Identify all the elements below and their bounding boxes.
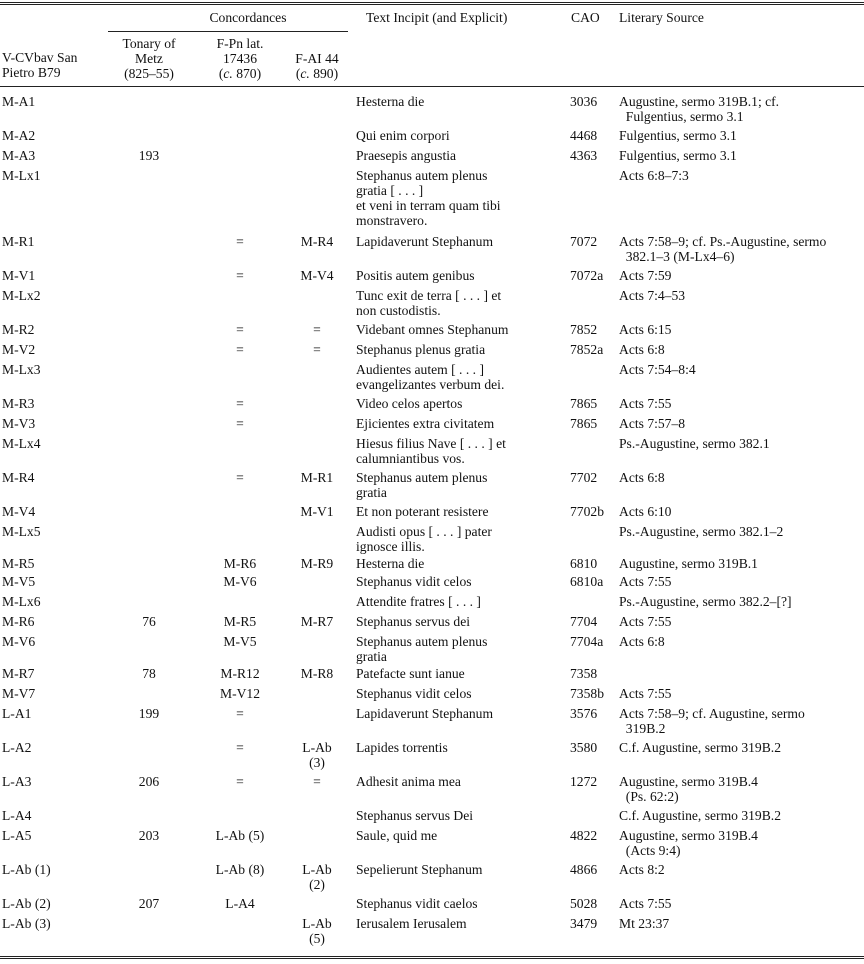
cell-vcv: M-V7 <box>2 686 36 701</box>
cell-text-incipit: Et non poterant resistere <box>356 504 489 519</box>
cell-literary-source: Mt 23:37 <box>619 916 670 931</box>
cell-text-incipit: Attendite fratres [ . . . ] <box>356 594 481 609</box>
cell-literary-source: Acts 7:58–9; cf. Ps.-Augustine, sermo <box>619 234 827 249</box>
cell-literary-source: C.f. Augustine, sermo 319B.2 <box>619 808 781 823</box>
cell-vcv: M-V4 <box>2 504 36 519</box>
cell-literary-source: Acts 6:8 <box>619 634 665 649</box>
cell-literary-source: Acts 7:55 <box>619 686 672 701</box>
header-fai-line1: F-AI 44 <box>295 51 339 66</box>
cell-metz: 76 <box>142 614 156 629</box>
cell-vcv: M-Lx2 <box>2 288 41 303</box>
cell-metz: 203 <box>138 828 160 843</box>
cell-metz: 193 <box>138 148 160 163</box>
cell-vcv: M-A3 <box>2 148 36 163</box>
cell-fpn: = <box>236 234 244 249</box>
cell-fpn: L-Ab (5) <box>215 828 265 843</box>
cell-text-incipit: Lapidaverunt Stephanum <box>356 706 494 721</box>
cell-cao: 7702b <box>570 504 604 519</box>
cell-fpn: M-V5 <box>223 634 257 649</box>
cell-text-incipit: Lapidaverunt Stephanum <box>356 234 494 249</box>
cell-literary-source: Acts 7:54–8:4 <box>619 362 696 377</box>
cell-fai: L-Ab <box>302 916 332 931</box>
cell-fpn: M-R12 <box>220 666 260 681</box>
cell-literary-source: Acts 7:55 <box>619 574 672 589</box>
cell-text-incipit: Sepelierunt Stephanum <box>356 862 483 877</box>
cell-vcv: M-V2 <box>2 342 36 357</box>
cell-vcv: M-V5 <box>2 574 36 589</box>
cell-fpn: M-V12 <box>219 686 261 701</box>
cell-vcv: M-Lx1 <box>2 168 41 183</box>
cell-literary-source: 319B.2 <box>619 721 666 736</box>
cell-text-incipit: Stephanus autem plenus <box>356 470 488 485</box>
cell-text-incipit: Ejicientes extra civitatem <box>356 416 495 431</box>
cell-text-incipit: Saule, quid me <box>356 828 438 843</box>
cell-fpn: M-R6 <box>223 556 257 571</box>
cell-vcv: M-V1 <box>2 268 36 283</box>
cell-cao: 7072 <box>570 234 598 249</box>
cell-fpn: L-Ab (8) <box>215 862 265 877</box>
cell-literary-source: Ps.-Augustine, sermo 382.1–2 <box>619 524 784 539</box>
cell-fpn: = <box>236 740 244 755</box>
cell-fai: M-R7 <box>300 614 334 629</box>
cell-text-incipit: Ierusalem Ierusalem <box>356 916 467 931</box>
cell-text-incipit: Tunc exit de terra [ . . . ] et <box>356 288 502 303</box>
cell-literary-source: Acts 7:4–53 <box>619 288 686 303</box>
cell-literary-source: Acts 6:10 <box>619 504 672 519</box>
cell-metz: 78 <box>142 666 156 681</box>
cell-cao: 3576 <box>570 706 598 721</box>
cell-cao: 7358 <box>570 666 598 681</box>
cell-cao: 7865 <box>570 396 598 411</box>
cell-cao: 3580 <box>570 740 598 755</box>
cell-text-incipit: Stephanus servus dei <box>356 614 471 629</box>
cell-vcv: M-R5 <box>2 556 35 571</box>
cell-cao: 5028 <box>570 896 598 911</box>
cell-text-incipit: Videbant omnes Stephanum <box>356 322 509 337</box>
cell-literary-source: Acts 8:2 <box>619 862 665 877</box>
cell-text-incipit: evangelizantes verbum dei. <box>356 377 505 392</box>
cell-vcv: M-A1 <box>2 94 36 109</box>
cell-vcv: L-A2 <box>2 740 32 755</box>
cell-vcv: M-R1 <box>2 234 35 249</box>
cell-cao: 7358b <box>570 686 604 701</box>
cell-vcv: L-A4 <box>2 808 32 823</box>
cell-fai: = <box>313 342 321 357</box>
cell-fpn: M-V6 <box>223 574 257 589</box>
cell-text-incipit: Video celos apertos <box>356 396 463 411</box>
cell-vcv: M-R4 <box>2 470 35 485</box>
cell-cao: 4822 <box>570 828 598 843</box>
cell-fai: M-V1 <box>300 504 334 519</box>
cell-vcv: M-R2 <box>2 322 35 337</box>
cell-cao: 7704 <box>570 614 598 629</box>
cell-fpn: = <box>236 342 244 357</box>
header-concordances: Concordances <box>209 10 287 25</box>
cell-literary-source: Acts 6:8–7:3 <box>619 168 689 183</box>
cell-fpn: M-R5 <box>223 614 257 629</box>
cell-literary-source: Acts 7:55 <box>619 396 672 411</box>
cell-cao: 3036 <box>570 94 598 109</box>
header-fpn-line3: (c. 870) <box>218 66 262 81</box>
cell-literary-source: Fulgentius, sermo 3.1 <box>619 109 744 124</box>
cell-fai: (2) <box>309 877 325 892</box>
header-cao: CAO <box>571 10 600 25</box>
cell-text-incipit: Positis autem genibus <box>356 268 475 283</box>
header-metz-line1: Tonary of <box>122 36 176 51</box>
cell-literary-source: Acts 7:57–8 <box>619 416 686 431</box>
cell-fai: L-Ab <box>302 862 332 877</box>
cell-text-incipit: Stephanus autem plenus <box>356 168 488 183</box>
cell-text-incipit: monstravero. <box>356 213 428 228</box>
cell-vcv: L-A5 <box>2 828 32 843</box>
cell-text-incipit: Patefacte sunt ianue <box>356 666 465 681</box>
header-fai-line2: (c. 890) <box>295 66 339 81</box>
cell-fpn: = <box>236 774 244 789</box>
cell-vcv: M-Lx6 <box>2 594 41 609</box>
cell-text-incipit: Hesterna die <box>356 556 425 571</box>
cell-literary-source: Acts 6:8 <box>619 470 665 485</box>
cell-fpn: L-A4 <box>225 896 255 911</box>
cell-literary-source: Acts 7:55 <box>619 614 672 629</box>
cell-cao: 7852a <box>570 342 604 357</box>
cell-text-incipit: Audientes autem [ . . . ] <box>356 362 484 377</box>
cell-text-incipit: Qui enim corpori <box>356 128 450 143</box>
cell-literary-source: Acts 7:59 <box>619 268 672 283</box>
cell-literary-source: 382.1–3 (M-Lx4–6) <box>619 249 735 264</box>
cell-cao: 7072a <box>570 268 604 283</box>
cell-text-incipit: gratia <box>356 649 387 664</box>
cell-vcv: M-R3 <box>2 396 35 411</box>
cell-literary-source: Augustine, sermo 319B.1; cf. <box>619 94 780 109</box>
cell-literary-source: Augustine, sermo 319B.4 <box>619 828 758 843</box>
header-metz-line2: Metz <box>135 51 163 66</box>
cell-cao: 7865 <box>570 416 598 431</box>
header-fpn-line1: F-Pn lat. <box>216 36 264 51</box>
header-fpn-line2: 17436 <box>223 51 257 66</box>
cell-cao: 4866 <box>570 862 598 877</box>
cell-text-incipit: Audisti opus [ . . . ] pater <box>356 524 492 539</box>
cell-fai: M-R9 <box>300 556 334 571</box>
cell-literary-source: Fulgentius, sermo 3.1 <box>619 128 737 143</box>
cell-text-incipit: Stephanus plenus gratia <box>356 342 486 357</box>
cell-text-incipit: Lapides torrentis <box>356 740 448 755</box>
cell-literary-source: Ps.-Augustine, sermo 382.2–[?] <box>619 594 792 609</box>
cell-literary-source: Augustine, sermo 319B.1 <box>619 556 758 571</box>
cell-text-incipit: Stephanus autem plenus <box>356 634 488 649</box>
cell-vcv: M-V3 <box>2 416 36 431</box>
cell-cao: 3479 <box>570 916 598 931</box>
cell-fai: L-Ab <box>302 740 332 755</box>
header-text-incipit: Text Incipit (and Explicit) <box>366 10 508 25</box>
cell-text-incipit: gratia [ . . . ] <box>356 183 424 198</box>
cell-cao: 6810a <box>570 574 604 589</box>
cell-vcv: L-A3 <box>2 774 32 789</box>
cell-fai: M-V4 <box>300 268 334 283</box>
cell-vcv: M-R6 <box>2 614 35 629</box>
cell-cao: 7704a <box>570 634 604 649</box>
cell-literary-source: (Ps. 62:2) <box>619 789 679 804</box>
cell-fpn: = <box>236 322 244 337</box>
cell-literary-source: Fulgentius, sermo 3.1 <box>619 148 737 163</box>
cell-fai: (3) <box>309 755 325 770</box>
cell-literary-source: Ps.-Augustine, sermo 382.1 <box>619 436 770 451</box>
concordances-underline <box>108 31 348 32</box>
cell-fpn: = <box>236 268 244 283</box>
cell-fai: M-R4 <box>300 234 334 249</box>
cell-literary-source: Augustine, sermo 319B.4 <box>619 774 758 789</box>
cell-literary-source: Acts 7:55 <box>619 896 672 911</box>
header-literary-source: Literary Source <box>619 10 704 25</box>
cell-cao: 4363 <box>570 148 598 163</box>
cell-vcv: M-V6 <box>2 634 36 649</box>
cell-vcv: M-A2 <box>2 128 36 143</box>
cell-fpn: = <box>236 470 244 485</box>
cell-vcv: L-A1 <box>2 706 32 721</box>
cell-fai: M-R8 <box>300 666 334 681</box>
cell-fai: = <box>313 322 321 337</box>
cell-vcv: M-Lx4 <box>2 436 41 451</box>
cell-metz: 199 <box>138 706 160 721</box>
cell-cao: 1272 <box>570 774 598 789</box>
top-rule <box>0 2 864 5</box>
cell-text-incipit: gratia <box>356 485 387 500</box>
cell-fpn: = <box>236 706 244 721</box>
cell-cao: 7702 <box>570 470 598 485</box>
cell-vcv: L-Ab (1) <box>2 862 51 877</box>
cell-text-incipit: Praesepis angustia <box>356 148 457 163</box>
cell-fpn: = <box>236 396 244 411</box>
cell-text-incipit: non custodistis. <box>356 303 441 318</box>
cell-metz: 207 <box>138 896 160 911</box>
cell-vcv: L-Ab (3) <box>2 916 51 931</box>
header-vcv-line1: V-CVbav San <box>2 50 78 65</box>
cell-metz: 206 <box>138 774 160 789</box>
cell-cao: 7852 <box>570 322 598 337</box>
cell-text-incipit: Hesterna die <box>356 94 425 109</box>
cell-text-incipit: Hiesus filius Nave [ . . . ] et <box>356 436 506 451</box>
cell-text-incipit: Stephanus vidit caelos <box>356 896 478 911</box>
cell-vcv: M-Lx3 <box>2 362 41 377</box>
cell-literary-source: Acts 7:58–9; cf. Augustine, sermo <box>619 706 805 721</box>
cell-text-incipit: ignosce illis. <box>356 539 425 554</box>
cell-literary-source: Acts 6:15 <box>619 322 672 337</box>
cell-fai: = <box>313 774 321 789</box>
cell-vcv: L-Ab (2) <box>2 896 51 911</box>
cell-cao: 4468 <box>570 128 598 143</box>
header-metz-line3: (825–55) <box>124 66 174 81</box>
bottom-rule <box>0 956 864 959</box>
header-rule <box>0 86 864 87</box>
header-vcv-line2: Pietro B79 <box>2 65 61 80</box>
cell-text-incipit: et veni in terram quam tibi <box>356 198 501 213</box>
cell-text-incipit: Stephanus vidit celos <box>356 686 472 701</box>
cell-cao: 6810 <box>570 556 598 571</box>
cell-fai: (5) <box>309 931 325 946</box>
cell-literary-source: C.f. Augustine, sermo 319B.2 <box>619 740 781 755</box>
cell-literary-source: Acts 6:8 <box>619 342 665 357</box>
cell-text-incipit: Adhesit anima mea <box>356 774 461 789</box>
cell-vcv: M-Lx5 <box>2 524 41 539</box>
cell-vcv: M-R7 <box>2 666 35 681</box>
cell-literary-source: (Acts 9:4) <box>619 843 681 858</box>
cell-text-incipit: Stephanus vidit celos <box>356 574 472 589</box>
cell-fpn: = <box>236 416 244 431</box>
cell-text-incipit: Stephanus servus Dei <box>356 808 474 823</box>
cell-fai: M-R1 <box>300 470 334 485</box>
cell-text-incipit: calumniantibus vos. <box>356 451 465 466</box>
